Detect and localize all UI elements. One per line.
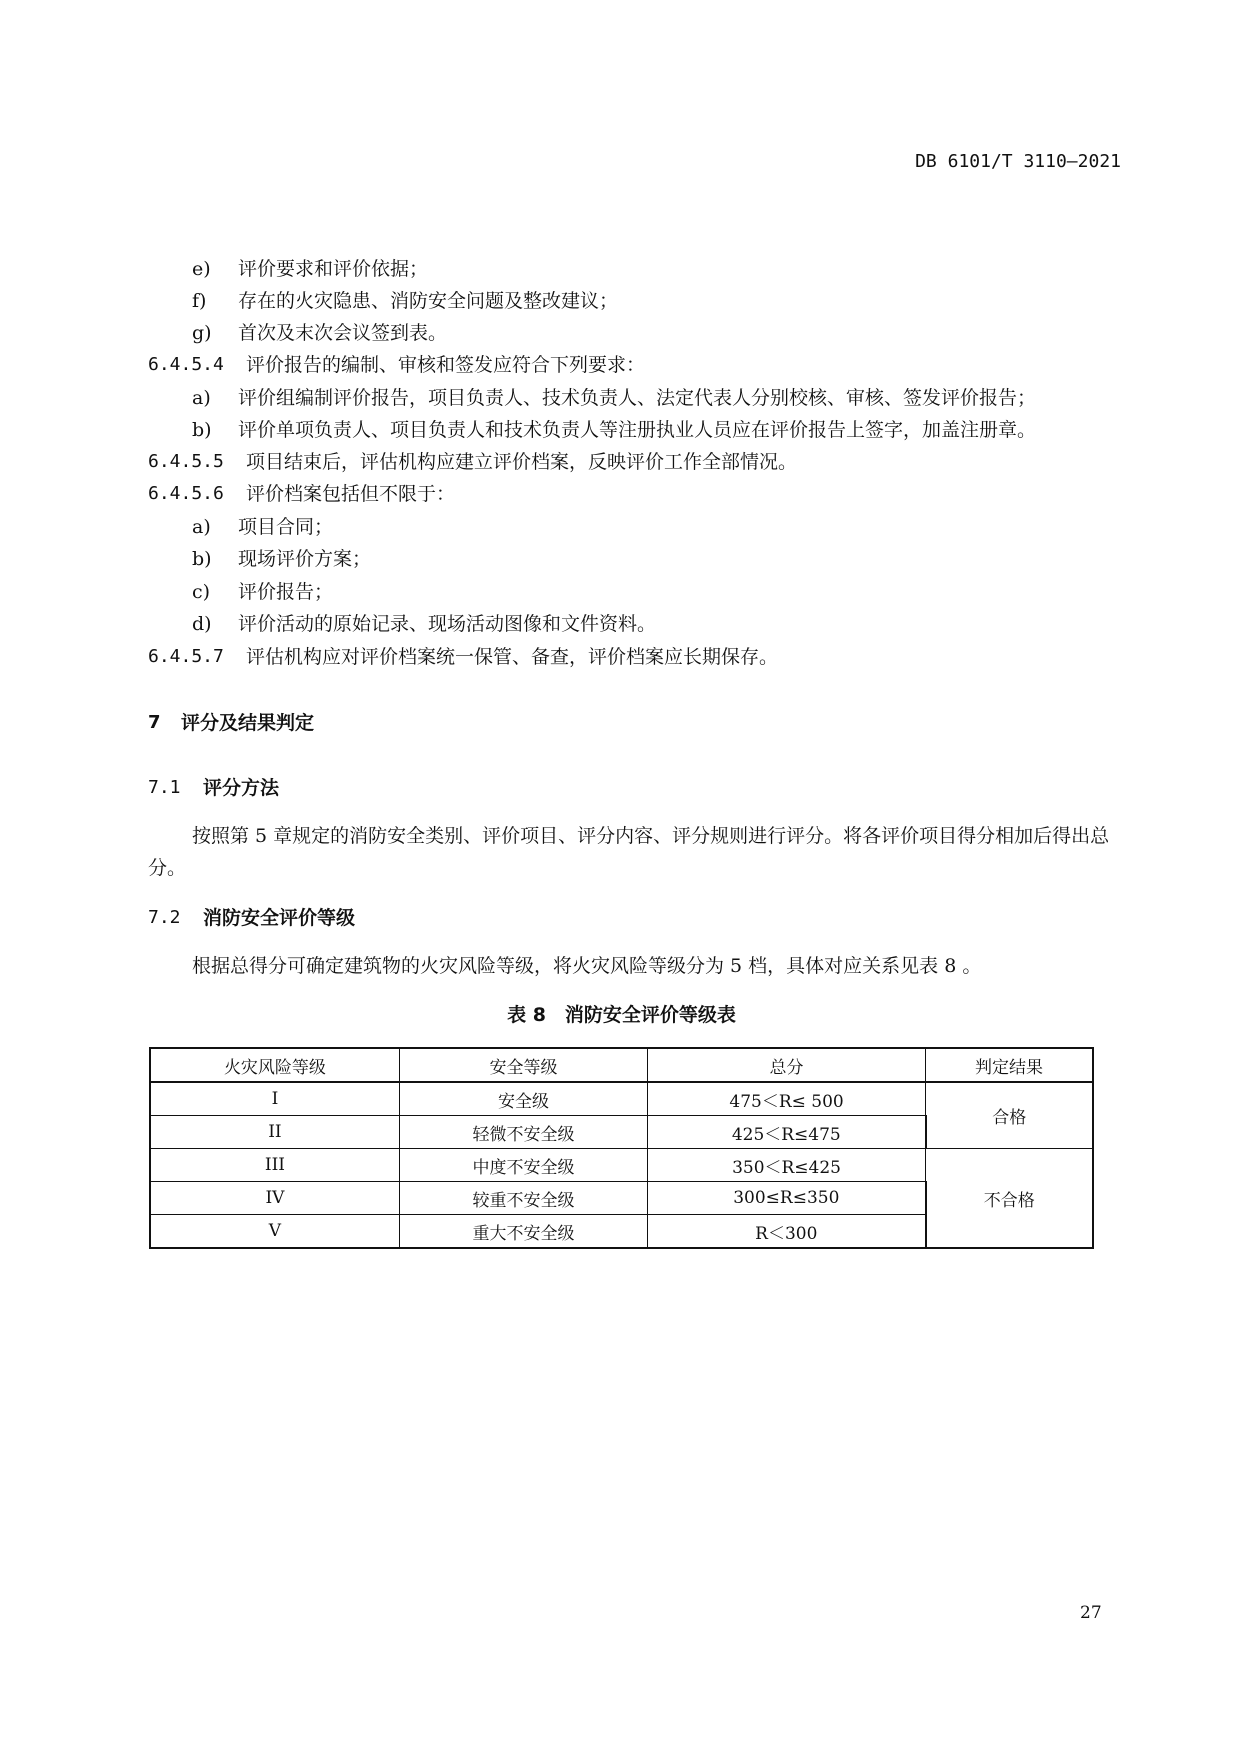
- risk-level: II: [150, 1116, 399, 1149]
- list-item: 存在的火灾隐患、消防安全问题及整改建议；: [238, 290, 619, 312]
- clause-number: 6.4.5.7: [148, 646, 224, 667]
- list-item: 评价活动的原始记录、现场活动图像和文件资料。: [238, 613, 657, 635]
- section-number: 7.1: [148, 777, 181, 798]
- list-label: f): [192, 290, 207, 312]
- risk-level: V: [150, 1215, 399, 1249]
- clause-text: 项目结束后，评估机构应建立评价档案，反映评价工作全部情况。: [246, 451, 798, 473]
- score-range: 425＜R≤475: [648, 1116, 926, 1149]
- document-code: DB 6101/T 3110—2021: [915, 151, 1121, 172]
- safety-level: 较重不安全级: [399, 1182, 647, 1215]
- risk-level: IV: [150, 1182, 399, 1215]
- section-title: 消防安全评价等级: [203, 907, 356, 929]
- rating-table: [149, 1047, 1094, 1249]
- list-item: 评价报告；: [238, 581, 334, 603]
- table-header-row: [150, 1048, 1093, 1082]
- section-number: 7.2: [148, 907, 181, 928]
- safety-level: 安全级: [399, 1082, 647, 1116]
- list-item: 首次及末次会议签到表。: [238, 322, 448, 344]
- chapter-title: 评分及结果判定: [181, 712, 315, 734]
- score-range: 475＜R≤ 500: [648, 1082, 926, 1116]
- column-header: 总分: [648, 1048, 926, 1082]
- list-item: 评价单项负责人、项目负责人和技术负责人等注册执业人员应在评价报告上签字，加盖注册章。: [238, 419, 1037, 441]
- list-item: 现场评价方案；: [238, 548, 372, 570]
- chapter-number: 7: [148, 712, 161, 733]
- list-label: a): [192, 387, 211, 409]
- clause-text: 评价档案包括但不限于：: [246, 483, 456, 505]
- list-item: 评价要求和评价依据；: [238, 258, 429, 280]
- table-caption: 表 8 消防安全评价等级表: [507, 1004, 736, 1026]
- table-row: [150, 1082, 1093, 1116]
- clause-number: 6.4.5.5: [148, 451, 224, 472]
- result: 合格: [926, 1082, 1093, 1149]
- column-header: 安全等级: [399, 1048, 647, 1082]
- safety-level: 重大不安全级: [399, 1215, 647, 1249]
- clause-number: 6.4.5.6: [148, 483, 224, 504]
- section-title: 评分方法: [203, 777, 280, 799]
- risk-level: I: [150, 1082, 399, 1116]
- paragraph: 按照第 5 章规定的消防安全类别、评价项目、评分内容、评分规则进行评分。将各评价项目得分相加后得出总分。: [148, 825, 1110, 879]
- list-label: g): [192, 322, 212, 344]
- risk-level: III: [150, 1149, 399, 1182]
- score-range: 350＜R≤425: [648, 1149, 926, 1182]
- list-item: 项目合同；: [238, 516, 334, 538]
- list-label: b): [192, 548, 212, 570]
- column-header: 判定结果: [926, 1048, 1093, 1082]
- clause-number: 6.4.5.4: [148, 354, 224, 375]
- score-range: R＜300: [648, 1215, 926, 1249]
- result: 不合格: [926, 1149, 1093, 1249]
- clause-text: 评价报告的编制、审核和签发应符合下列要求：: [246, 354, 646, 376]
- clause-text: 评估机构应对评价档案统一保管、备查，评价档案应长期保存。: [246, 646, 779, 668]
- score-range: 300≤R≤350: [648, 1182, 926, 1215]
- table-row: [150, 1149, 1093, 1182]
- page-number: 27: [1080, 1603, 1102, 1623]
- list-item: 评价组编制评价报告，项目负责人、技术负责人、法定代表人分别校核、审核、签发评价报告；: [238, 387, 1037, 409]
- list-label: b): [192, 419, 212, 441]
- list-label: d): [192, 613, 212, 635]
- list-label: e): [192, 258, 211, 280]
- column-header: 火灾风险等级: [150, 1048, 399, 1082]
- paragraph: 根据总得分可确定建筑物的火灾风险等级，将火灾风险等级分为 5 档，具体对应关系见表 8 。: [192, 955, 982, 977]
- list-label: a): [192, 516, 211, 538]
- list-label: c): [192, 581, 211, 603]
- safety-level: 轻微不安全级: [399, 1116, 647, 1149]
- safety-level: 中度不安全级: [399, 1149, 647, 1182]
